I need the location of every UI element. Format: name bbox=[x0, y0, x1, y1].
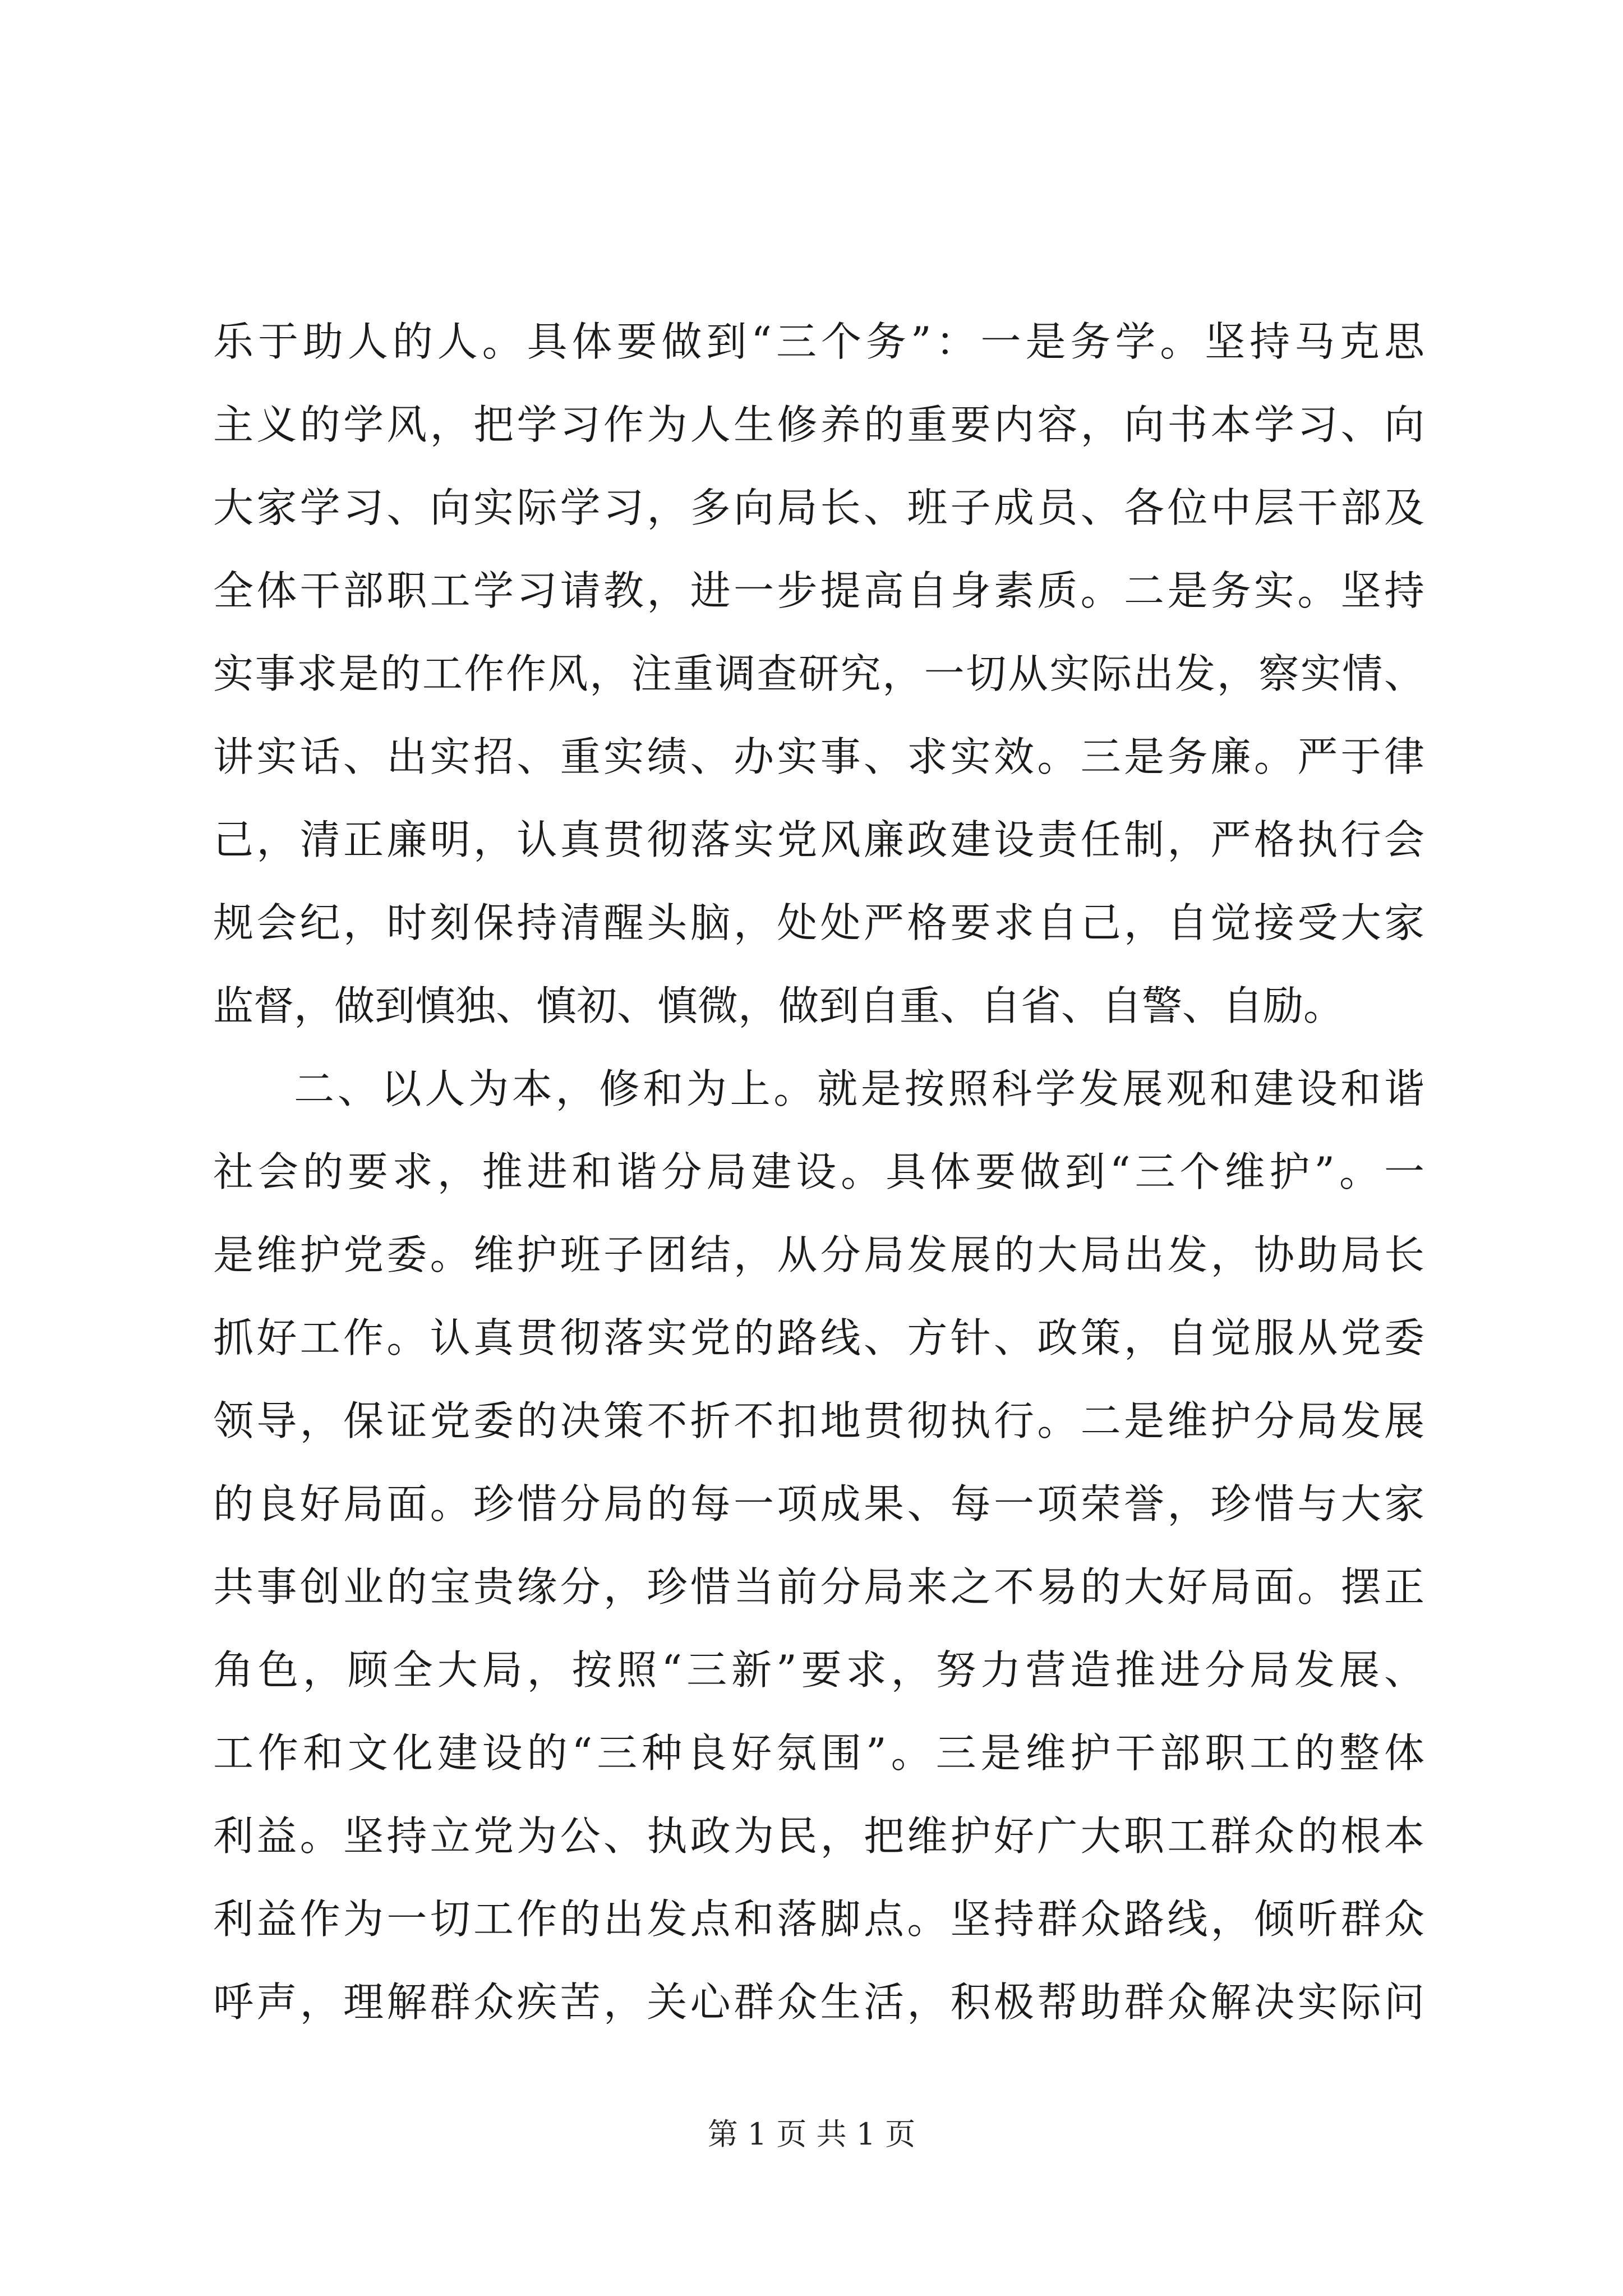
text-line: 利益。坚持立党为公、执政为民，把维护好广大职工群众的根本 bbox=[213, 1812, 1424, 1860]
text-line: 利益作为一切工作的出发点和落脚点。坚持群众路线，倾听群众 bbox=[213, 1895, 1424, 1943]
text-line: 讲实话、出实招、重实绩、办实事、求实效。三是务廉。严于律 bbox=[213, 733, 1424, 780]
text-line: 呼声，理解群众疾苦，关心群众生活，积极帮助群众解决实际问 bbox=[213, 1978, 1424, 2026]
text-line: 己，清正廉明，认真贯彻落实党风廉政建设责任制，严格执行会 bbox=[213, 816, 1424, 863]
text-line: 抓好工作。认真贯彻落实党的路线、方针、政策，自觉服从党委 bbox=[213, 1314, 1424, 1361]
text-line: 社会的要求，推进和谐分局建设。具体要做到“三个维护”。一 bbox=[213, 1148, 1424, 1195]
document-body bbox=[213, 300, 1424, 2044]
text-line: 规会纪，时刻保持清醒头脑，处处严格要求自己，自觉接受大家 bbox=[213, 899, 1424, 946]
text-line: 领导，保证党委的决策不折不扣地贯彻执行。二是维护分局发展 bbox=[213, 1397, 1424, 1444]
text-line: 主义的学风，把学习作为人生修养的重要内容，向书本学习、向 bbox=[213, 401, 1424, 448]
text-line: 全体干部职工学习请教，进一步提高自身素质。二是务实。坚持 bbox=[213, 567, 1424, 614]
text-line: 乐于助人的人。具体要做到“三个务”：一是务学。坚持马克思 bbox=[213, 318, 1424, 365]
text-line: 实事求是的工作作风，注重调查研究，一切从实际出发，察实情、 bbox=[213, 650, 1424, 697]
text-line: 大家学习、向实际学习，多向局长、班子成员、各位中层干部及 bbox=[213, 484, 1424, 531]
text-line: 监督，做到慎独、慎初、慎微，做到自重、自省、自警、自励。 bbox=[213, 982, 1344, 1029]
text-line: 角色，顾全大局，按照“三新”要求，努力营造推进分局发展、 bbox=[213, 1646, 1424, 1694]
paragraph-start-line: 二、以人为本，修和为上。就是按照科学发展观和建设和谐 bbox=[294, 1065, 1424, 1112]
text-line: 工作和文化建设的“三种良好氛围”。三是维护干部职工的整体 bbox=[213, 1729, 1424, 1777]
text-line: 的良好局面。珍惜分局的每一项成果、每一项荣誉，珍惜与大家 bbox=[213, 1480, 1424, 1527]
page-number-footer: 第 1 页 共 1 页 bbox=[707, 2116, 916, 2152]
text-line: 共事创业的宝贵缘分，珍惜当前分局来之不易的大好局面。摆正 bbox=[213, 1563, 1424, 1611]
text-line: 是维护党委。维护班子团结，从分局发展的大局出发，协助局长 bbox=[213, 1231, 1424, 1278]
